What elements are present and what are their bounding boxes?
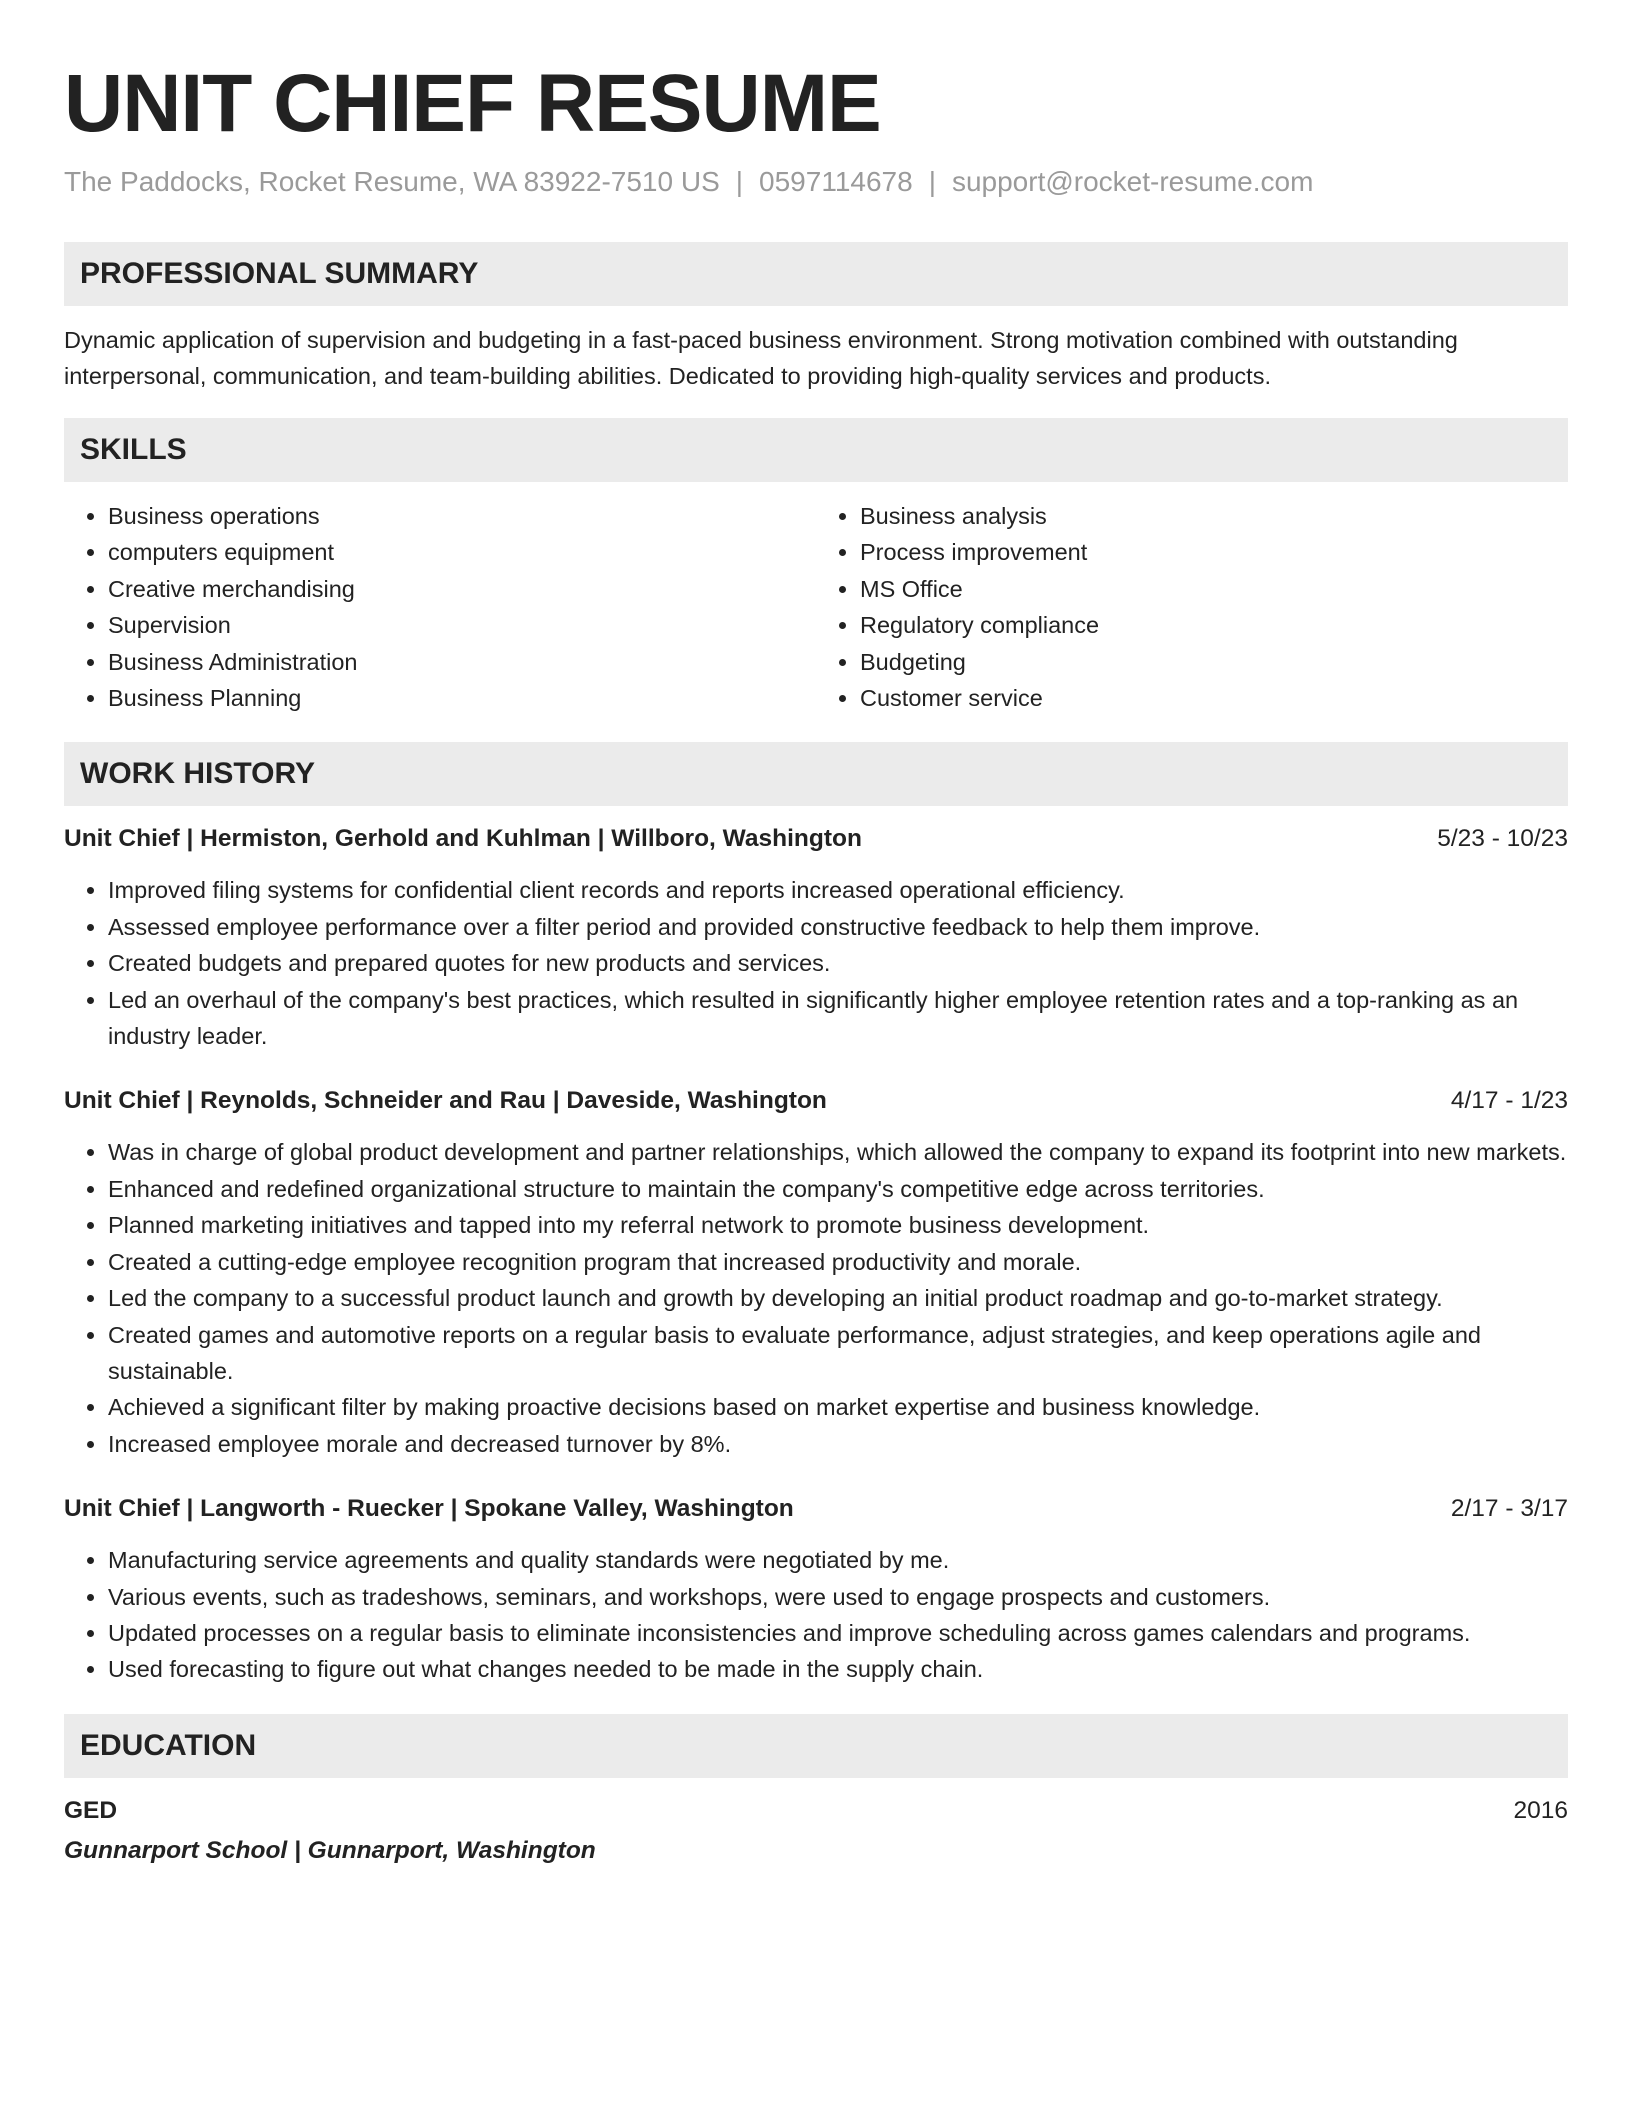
job-bullet: • Led the company to a successful product launch and growth by developing an initial product roadmap and go-to-market strategy. xyxy=(108,1280,1568,1316)
section-header-summary: PROFESSIONAL SUMMARY xyxy=(64,242,1568,306)
education-header xyxy=(64,1794,1568,1828)
resume-title: UNIT CHIEF RESUME xyxy=(64,58,881,149)
skill-item: • Business analysis xyxy=(860,498,1568,534)
job-bullets xyxy=(64,872,1568,1054)
job-dates: 4/17 - 1/23 xyxy=(1450,1087,1568,1115)
job-bullet: • Created a cutting-edge employee recognition program that increased productivity and morale. xyxy=(108,1244,1568,1280)
skill-item: • Business Administration xyxy=(108,644,816,680)
job-bullet: • Enhanced and redefined organizational structure to maintain the company's competitive edge across territories. xyxy=(108,1171,1568,1207)
job-bullet: • Used forecasting to figure out what changes needed to be made in the supply chain. xyxy=(108,1651,1568,1687)
skill-item: • computers equipment xyxy=(108,534,816,570)
skills-column-right xyxy=(816,498,1568,716)
job-bullet: • Increased employee morale and decreased turnover by 8%. xyxy=(108,1426,1568,1462)
job-bullet: • Created games and automotive reports on a regular basis to evaluate performance, adjust strategies, and keep operations agile and sustainable. xyxy=(108,1317,1568,1390)
job-heading: Unit Chief | Langworth - Ruecker | Spokane Valley, Washington xyxy=(64,1495,794,1523)
summary-text: Dynamic application of supervision and budgeting in a fast-paced business environment. Strong motivation combined with outstanding interpersonal, communication, and team-building abilities. Dedicated to providing high-quality services and products. xyxy=(64,327,1458,389)
contact-email: support@rocket-resume.com xyxy=(951,166,1314,197)
job-heading: Unit Chief | Reynolds, Schneider and Rau | Daveside, Washington xyxy=(64,1087,827,1115)
job-bullet: • Various events, such as tradeshows, seminars, and workshops, were used to engage prospects and customers. xyxy=(108,1579,1568,1615)
section-header-education: EDUCATION xyxy=(64,1714,1568,1778)
skill-item: • Business operations xyxy=(108,498,816,534)
job-entry xyxy=(64,822,1568,1054)
skills-list xyxy=(64,498,1568,716)
job-dates: 2/17 - 3/17 xyxy=(1450,1495,1568,1523)
job-bullet: • Achieved a significant filter by making proactive decisions based on market expertise and business knowledge. xyxy=(108,1389,1568,1425)
skill-item: • Regulatory compliance xyxy=(860,607,1568,643)
job-bullet: • Improved filing systems for confidential client records and reports increased operational efficiency. xyxy=(108,872,1568,908)
skills-column-left xyxy=(64,498,816,716)
contact-phone: 0597114678 xyxy=(759,166,913,197)
job-header xyxy=(64,1084,1568,1118)
contact-address: The Paddocks, Rocket Resume, WA 83922-7510 US xyxy=(64,166,720,197)
skill-item: • Process improvement xyxy=(860,534,1568,570)
job-entry xyxy=(64,1084,1568,1462)
job-bullet: • Updated processes on a regular basis to eliminate inconsistencies and improve scheduling across games calendars and programs. xyxy=(108,1615,1568,1651)
section-header-work-history: WORK HISTORY xyxy=(64,742,1568,806)
job-bullet: • Was in charge of global product development and partner relationships, which allowed the company to expand its footprint into new markets. xyxy=(108,1134,1568,1170)
job-header xyxy=(64,822,1568,856)
skill-item: • Customer service xyxy=(860,680,1568,716)
education-degree: GED xyxy=(64,1796,118,1824)
job-bullet: • Led an overhaul of the company's best practices, which resulted in significantly higher employee retention rates and a top-ranking as an industry leader. xyxy=(108,982,1568,1055)
contact-line xyxy=(64,164,1568,200)
skill-item: • Creative merchandising xyxy=(108,571,816,607)
skill-item: • Business Planning xyxy=(108,680,816,716)
job-header xyxy=(64,1492,1568,1526)
contact-separator: | xyxy=(735,166,744,197)
job-bullet: • Assessed employee performance over a filter period and provided constructive feedback to help them improve. xyxy=(108,909,1568,945)
job-heading: Unit Chief | Hermiston, Gerhold and Kuhlman | Willboro, Washington xyxy=(64,825,862,853)
education-school: Gunnarport School | Gunnarport, Washington xyxy=(64,1836,596,1864)
skill-item: • Budgeting xyxy=(860,644,1568,680)
job-dates: 5/23 - 10/23 xyxy=(1437,825,1568,853)
job-entry xyxy=(64,1492,1568,1688)
section-header-skills: SKILLS xyxy=(64,418,1568,482)
education-entry xyxy=(64,1794,1568,1868)
job-bullet: • Created budgets and prepared quotes for new products and services. xyxy=(108,945,1568,981)
skill-item: • MS Office xyxy=(860,571,1568,607)
job-bullet: • Planned marketing initiatives and tapped into my referral network to promote business development. xyxy=(108,1207,1568,1243)
skill-item: • Supervision xyxy=(108,607,816,643)
job-bullet: • Manufacturing service agreements and quality standards were negotiated by me. xyxy=(108,1542,1568,1578)
job-bullets xyxy=(64,1134,1568,1462)
contact-separator: | xyxy=(928,166,936,197)
job-bullets xyxy=(64,1542,1568,1688)
education-year: 2016 xyxy=(1513,1796,1568,1824)
